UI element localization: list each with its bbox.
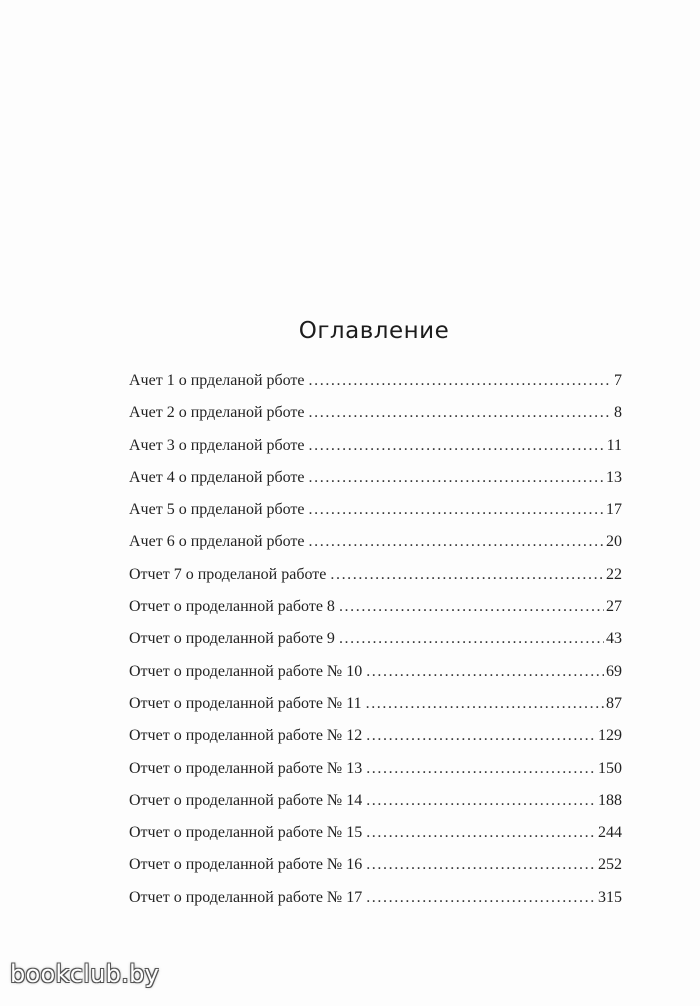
toc-entry-label: Ачет 3 о прделаной рботе xyxy=(129,436,305,454)
toc-entry-page: 252 xyxy=(598,856,622,874)
toc-dot-leader xyxy=(366,760,596,778)
toc-entry[interactable] xyxy=(129,630,622,662)
toc-entry-label: Ачет 6 о прделаной рботе xyxy=(129,533,305,551)
toc-dot-leader xyxy=(309,437,605,455)
toc-dot-leader xyxy=(309,469,604,487)
toc-entry-page: 244 xyxy=(598,824,622,842)
toc-entry[interactable] xyxy=(129,598,622,630)
toc-list xyxy=(129,372,622,921)
toc-entry-page: 69 xyxy=(606,662,622,680)
site-watermark: bookclub.by xyxy=(10,960,160,988)
toc-entry[interactable] xyxy=(129,824,622,856)
toc-entry-label: Отчет 7 о проделаной работе xyxy=(129,565,327,583)
toc-entry[interactable] xyxy=(129,695,622,727)
toc-dot-leader xyxy=(366,889,596,907)
toc-dot-leader xyxy=(366,792,596,810)
toc-entry-label: Отчет о проделанной работе № 11 xyxy=(129,694,362,712)
toc-entry[interactable] xyxy=(129,372,622,404)
toc-entry-label: Отчет о проделанной работе № 15 xyxy=(129,824,363,842)
toc-title: Оглавление xyxy=(298,318,450,344)
toc-dot-leader xyxy=(366,856,596,874)
toc-dot-leader xyxy=(366,695,604,713)
toc-entry-label: Ачет 5 о прделаной рботе xyxy=(129,501,305,519)
toc-entry[interactable] xyxy=(129,727,622,759)
toc-entry-page: 20 xyxy=(606,533,622,551)
toc-entry-label: Ачет 2 о прделаной рботе xyxy=(129,404,305,422)
toc-entry-page: 11 xyxy=(606,436,622,454)
toc-dot-leader xyxy=(309,372,612,390)
toc-dot-leader xyxy=(366,727,596,745)
toc-dot-leader xyxy=(330,566,604,584)
toc-entry[interactable] xyxy=(129,501,622,533)
toc-dot-leader xyxy=(366,663,604,681)
toc-entry[interactable] xyxy=(129,437,622,469)
toc-dot-leader xyxy=(339,630,604,648)
toc-entry-label: Отчет о проделанной работе № 14 xyxy=(129,791,363,809)
toc-entry-label: Ачет 4 о прделаной рботе xyxy=(129,468,305,486)
toc-entry-page: 13 xyxy=(606,468,622,486)
toc-entry-page: 17 xyxy=(606,501,622,519)
toc-entry-page: 129 xyxy=(598,727,622,745)
toc-entry-label: Ачет 1 о прделаной рботе xyxy=(129,372,305,389)
toc-entry[interactable] xyxy=(129,792,622,824)
toc-entry[interactable] xyxy=(129,760,622,792)
toc-entry-page: 7 xyxy=(614,372,622,389)
toc-entry-page: 22 xyxy=(606,565,622,583)
toc-entry-label: Отчет о проделанной работе № 17 xyxy=(129,888,363,906)
toc-entry-page: 87 xyxy=(606,694,622,712)
toc-entry-page: 150 xyxy=(598,759,622,777)
toc-entry[interactable] xyxy=(129,469,622,501)
toc-entry[interactable] xyxy=(129,533,622,565)
toc-dot-leader xyxy=(309,404,612,422)
toc-entry-page: 27 xyxy=(606,598,622,616)
toc-entry[interactable] xyxy=(129,566,622,598)
toc-dot-leader xyxy=(309,533,604,551)
toc-entry-page: 8 xyxy=(614,404,622,422)
toc-entry-label: Отчет о проделанной работе № 10 xyxy=(129,662,363,680)
toc-entry-label: Отчет о проделанной работе № 16 xyxy=(129,856,363,874)
toc-entry-page: 315 xyxy=(598,888,622,906)
toc-entry-page: 43 xyxy=(606,630,622,648)
toc-entry[interactable] xyxy=(129,856,622,888)
toc-entry[interactable] xyxy=(129,404,622,436)
toc-dot-leader xyxy=(366,824,596,842)
toc-dot-leader xyxy=(339,598,604,616)
toc-entry-label: Отчет о проделанной работе 8 xyxy=(129,598,335,616)
toc-entry-label: Отчет о проделанной работе № 13 xyxy=(129,759,363,777)
toc-entry[interactable] xyxy=(129,663,622,695)
toc-entry-page: 188 xyxy=(598,791,622,809)
toc-entry-label: Отчет о проделанной работе № 12 xyxy=(129,727,363,745)
toc-entry-label: Отчет о проделанной работе 9 xyxy=(129,630,335,648)
toc-entry[interactable] xyxy=(129,889,622,921)
toc-dot-leader xyxy=(309,501,604,519)
